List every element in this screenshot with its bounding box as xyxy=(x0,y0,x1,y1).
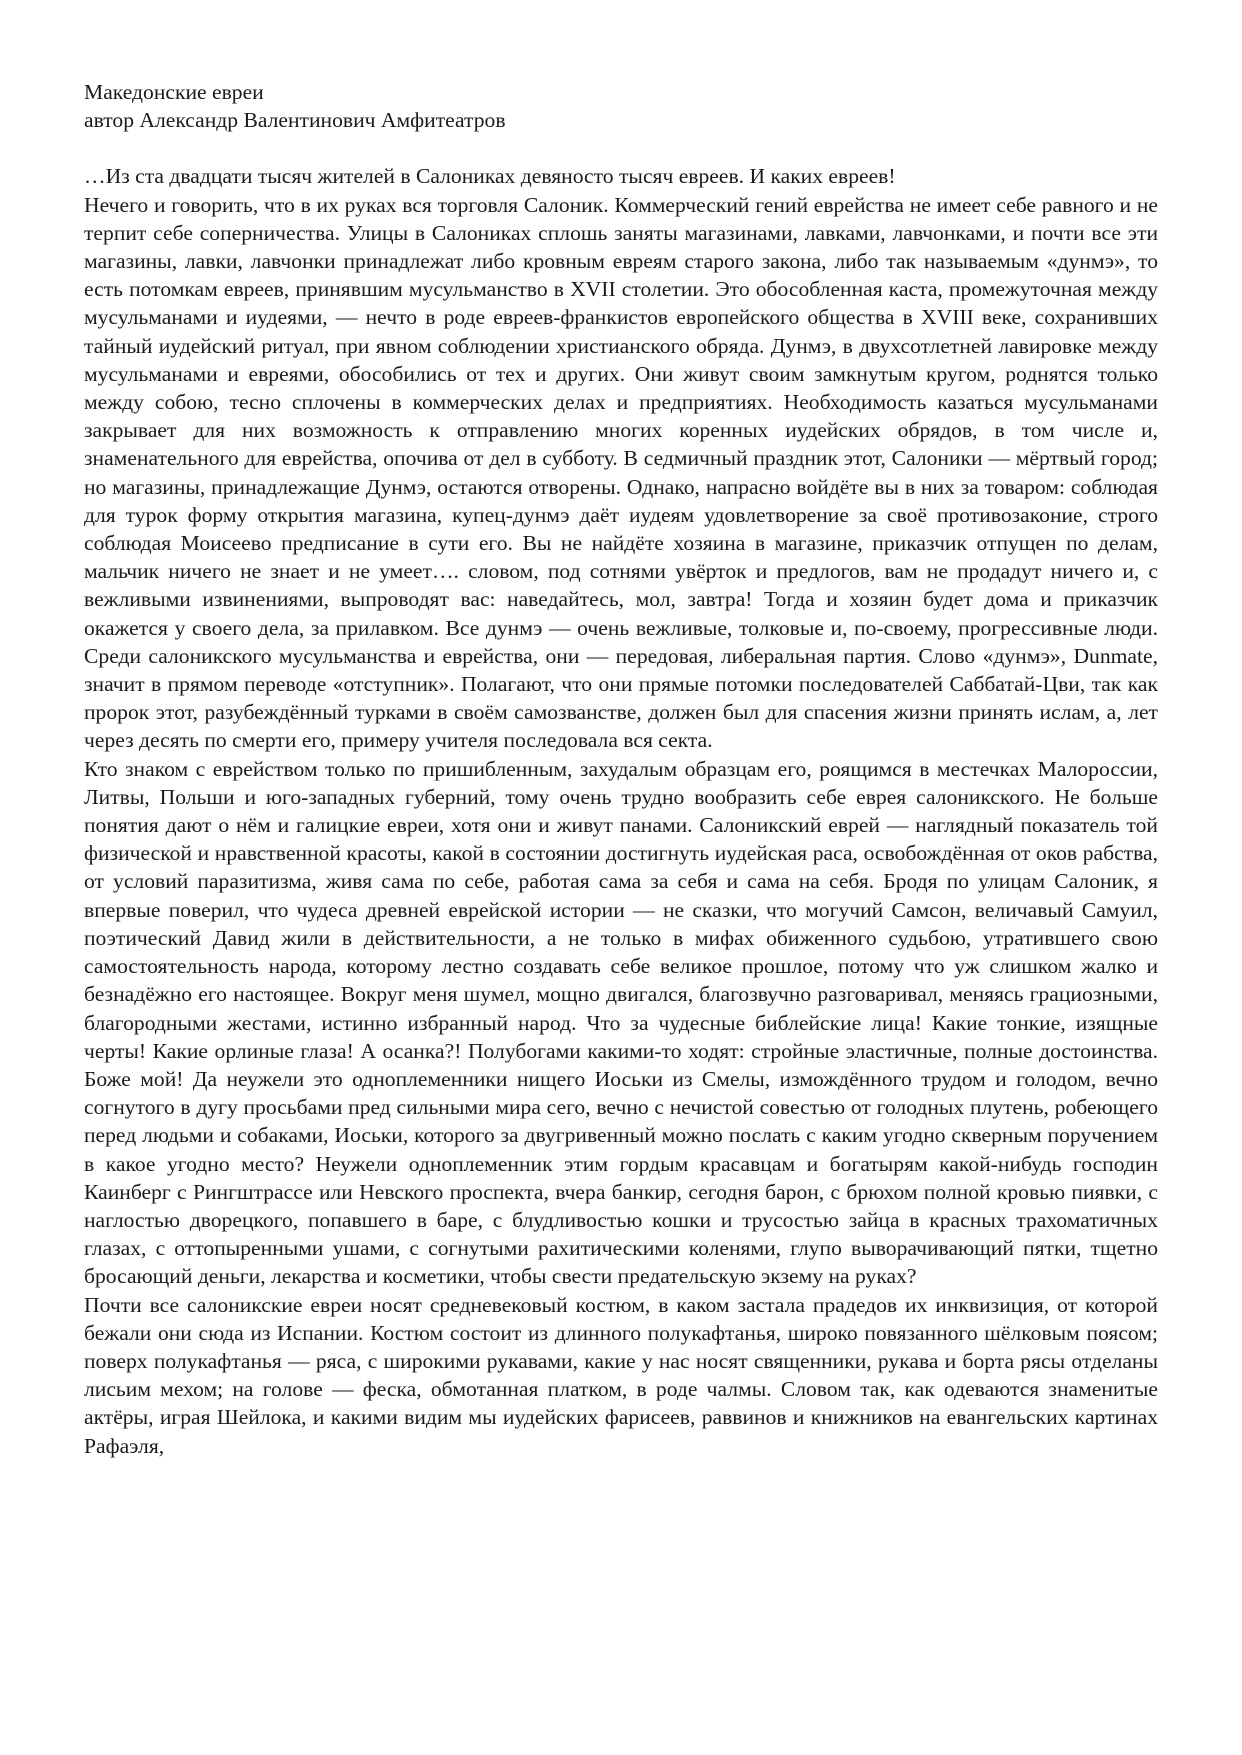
document-title: Македонские евреи xyxy=(84,80,264,104)
paragraph-salonika-jew: Кто знаком с еврейством только по пришибленным, захудалым образцам его, роящимся в местечках Малороссии, Литвы, Польши и юго-западных губерний, тому очень трудно вообразить себе еврея салоникского. Не больше понятия дают о нём и галицкие евреи, хотя они и живут панами. Салоникский еврей — наглядный показатель той физической и нравственной красоты, какой в состоянии достигнуть иудейская раса, освобождённая от оков рабства, от условий паразитизма, живя сама по себе, работая сама за себя и сама на себя. Бродя по улицам Салоник, я впервые поверил, что чудеса древней еврейской истории — не сказки, что могучий Самсон, величавый Самуил, поэтический Давид жили в действительности, а не только в мифах обиженного судьбою, утратившего свою самостоятельность народа, которому лестно создавать себе великое прошлое, потому что уж слишком жалко и безнадёжно его настоящее. Вокруг меня шумел, мощно двигался, благозвучно разговаривал, меняясь грациозными, благородными жестами, истинно избранный народ. Что за чудесные библейские лица! Какие тонкие, изящные черты! Какие орлиные глаза! А осанка?! Полубогами какими-то ходят: стройные эластичные, полные достоинства. Боже мой! Да неужели это одноплеменники нищего Иоськи из Смелы, измождённого трудом и голодом, вечно согнутого в дугу просьбами пред сильными мира сего, вечно с нечистой совестью от голодных плутень, робеющего перед людьми и собаками, Иоськи, которого за двугривенный можно послать с каким угодно скверным поручением в какое угодно место? Неужели одноплеменник этим гордым красавцам и богатырям какой-нибудь господин Каинберг с Рингштрассе или Невского проспекта, вчера банкир, сегодня барон, с брюхом полной кровью пиявки, с наглостью дворецкого, попавшего в баре, с блудливостью кошки и трусостью зайца в красных трахоматичных глазах, с оттопыренными ушами, с согнутыми рахитическими коленями, глупо выворачивающий пятки, тщетно бросающий деньги, лекарства и косметики, чтобы свести предательскую экзему на руках? xyxy=(84,756,1158,1289)
document-header xyxy=(84,78,1158,134)
lead-sentence: …Из ста двадцати тысяч жителей в Салониках девяносто тысяч евреев. И каких евреев! xyxy=(84,164,896,189)
document-page xyxy=(84,78,1158,1460)
paragraph-dunme: Нечего и говорить, что в их руках вся торговля Салоник. Коммерческий гений еврейства не имеет себе равного и не терпит себе соперничества. Улицы в Салониках сплошь заняты магазинами, лавками, лавчонками, и почти все эти магазины, лавки, лавчонки принадлежат либо кровным евреям старого закона, либо так называемым «дунмэ», то есть потомкам евреев, принявшим мусульманство в XVII столетии. Это обособленная каста, промежуточная между мусульманами и иудеями, — нечто в роде евреев-франкистов европейского общества в XVIII веке, сохранивших тайный иудейский ритуал, при явном соблюдении христианского обряда. Дунмэ, в двухсотлетней лавировке между мусульманами и евреями, обособились от тех и других. Они живут своим замкнутым кругом, роднятся только между собою, тесно сплочены в коммерческих делах и предприятиях. Необходимость казаться мусульманами закрывает для них возможность к отправлению многих коренных иудейских обрядов, в том числе и, знаменательного для еврейства, опочива от дел в субботу. В седмичный праздник этот, Салоники — мёртвый город; но магазины, принадлежащие Дунмэ, остаются отворены. Однако, напрасно войдёте вы в них за товаром: соблюдая для турок форму открытия магазина, купец-дунмэ даёт иудеям удовлетворение за своё противозаконие, строго соблюдая Моисеево предписание в сути его. Вы не найдёте хозяина в магазине, приказчик отпущен по делам, мальчик ничего не знает и не умеет…. словом, под сотнями увёрток и предлогов, вам не продадут ничего и, с вежливыми извинениями, выпроводят вас: наведайтесь, мол, завтра! Тогда и хозяин будет дома и приказчик окажется у своего дела, за прилавком. Все дунмэ — очень вежливые, толковые и, по-своему, прогрессивные люди. Среди салоникского мусульманства и еврейства, они — передовая, либеральная партия. Слово «дунмэ», Dunmate, значит в прямом переводе «отступник». Полагают, что они прямые потомки последователей Саббатай-Цви, так как пророк этот, разубеждённый турками в своём самозванстве, должен был для спасения жизни принять ислам, а, лет через десять по смерти его, примеру учителя последовала вся секта. xyxy=(84,192,1158,753)
author-line: автор Александр Валентинович Амфитеатров xyxy=(84,108,506,133)
paragraph-costume: Почти все салоникские евреи носят средневековый костюм, в каком застала прадедов их инквизиция, от которой бежали они сюда из Испании. Костюм состоит из длинного полукафтанья, широко повязанного шёлковым поясом; поверх полукафтанья — ряса, с широкими рукавами, какие у нас носят священники, рукава и борта рясы отделаны лисьим мехом; на голове — феска, обмотанная платком, в роде чалмы. Словом так, как одеваются знаменитые актёры, играя Шейлока, и какими видим мы иудейских фарисеев, раввинов и книжников на евангельских картинах Рафаэля, xyxy=(84,1292,1158,1458)
